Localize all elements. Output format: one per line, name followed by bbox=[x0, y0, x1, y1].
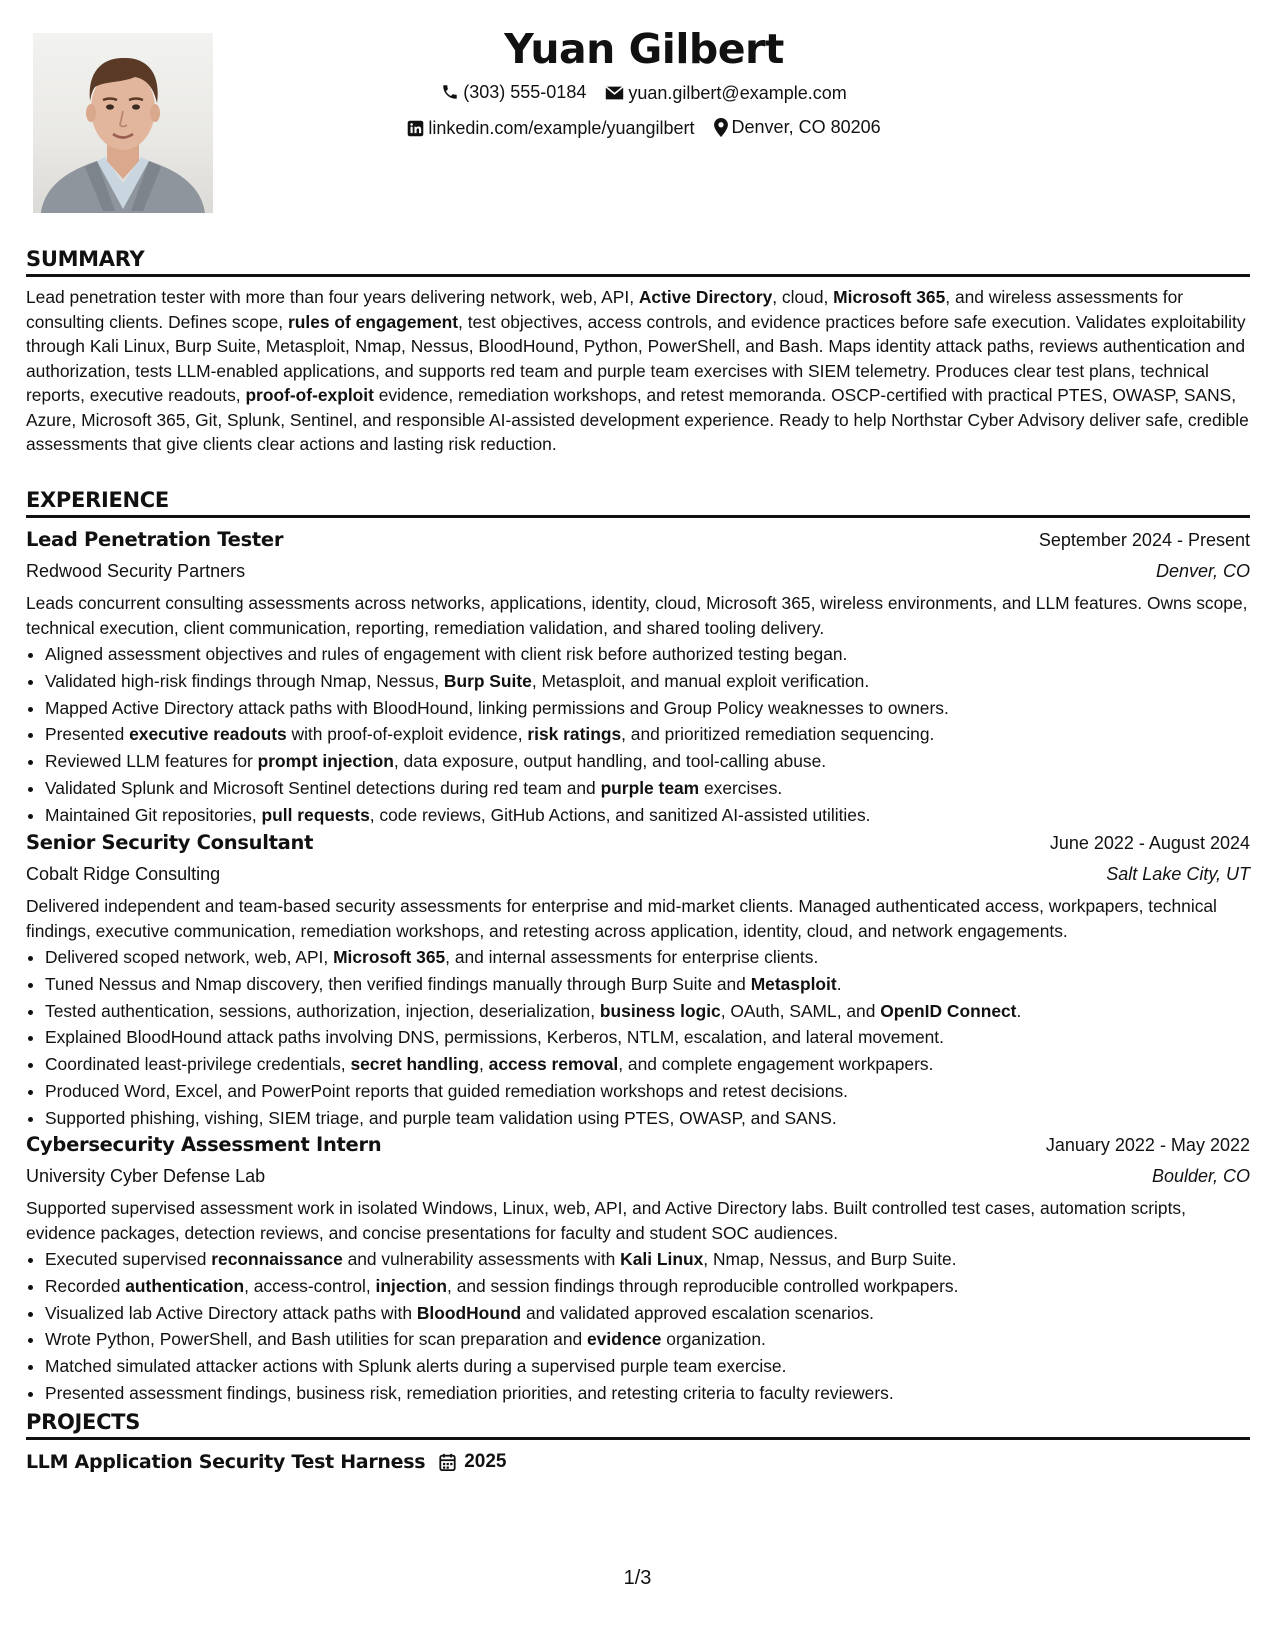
bold-phrase: prompt injection bbox=[257, 751, 394, 772]
text-run: Visualized lab Active Directory attack paths with bbox=[45, 1302, 417, 1323]
job-dates: January 2022 - May 2022 bbox=[1045, 1135, 1250, 1155]
summary-text bbox=[26, 285, 1250, 457]
project-year bbox=[439, 1450, 506, 1475]
job-dates: September 2024 - Present bbox=[1038, 530, 1250, 550]
bullet-item bbox=[45, 1078, 1250, 1105]
bullet-item bbox=[45, 802, 1250, 829]
bullet-item bbox=[45, 1246, 1250, 1273]
job-entry bbox=[26, 525, 1250, 829]
bullet-item bbox=[45, 695, 1250, 722]
bold-phrase: risk ratings bbox=[527, 724, 622, 745]
text-run: , data exposure, output handling, and tool-calling abuse. bbox=[393, 751, 827, 772]
job-description: Delivered independent and team-based security assessments for enterprise and mid-market clients. Managed authenticated access, workpapers, technical findings, executive communication, remediation workshops, and retesting across application, identity, cloud, and network engagements. bbox=[26, 896, 1217, 941]
phone-icon bbox=[441, 83, 459, 101]
text-run: , and internal assessments for enterprise clients. bbox=[445, 947, 819, 967]
text-run: , access-control, bbox=[244, 1275, 376, 1296]
text-run: Tested authentication, sessions, authorization, injection, deserialization, bbox=[45, 1000, 600, 1021]
projects-heading: PROJECTS bbox=[26, 1409, 1250, 1440]
bullet-item bbox=[45, 1300, 1250, 1327]
job-entry bbox=[26, 1130, 1250, 1407]
bold-phrase: Microsoft 365 bbox=[833, 287, 946, 307]
map-pin-icon bbox=[714, 118, 728, 137]
profile-photo bbox=[33, 33, 213, 213]
text-run: evidence, remediation workshops, and retest memoranda. OSCP-certified with practical PTES, OWASP, SANS, Azure, Microsoft 365, Git, Splunk, Sentinel, and responsible AI-assisted development experience. Ready to help Northstar Cyber Advisory deliver safe, credible assessments that give clients clear actions and lasting risk reduction. bbox=[26, 385, 1249, 454]
job-bullets bbox=[26, 641, 1250, 829]
text-run: and validated approved escalation scenarios. bbox=[521, 1302, 875, 1323]
phone-contact bbox=[441, 76, 586, 108]
text-run: , and wireless assessments for consulting clients. Defines scope, bbox=[26, 287, 1184, 332]
bullet-item bbox=[45, 944, 1250, 971]
project-entry bbox=[26, 1447, 1250, 1477]
job-company: Cobalt Ridge Consulting bbox=[26, 864, 221, 884]
text-run: Wrote Python, PowerShell, and Bash utilities for scan preparation and bbox=[45, 1329, 587, 1350]
bullet-item bbox=[45, 748, 1250, 775]
bold-phrase: access removal bbox=[488, 1054, 619, 1075]
text-run: Reviewed LLM features for bbox=[45, 751, 258, 772]
text-run: , and session findings through reproducible controlled workpapers. bbox=[447, 1275, 959, 1296]
text-run: Presented bbox=[45, 724, 130, 745]
text-run: Mapped Active Directory attack paths with BloodHound, linking permissions and Group Policy weaknesses to owners. bbox=[45, 697, 949, 718]
bold-phrase: Burp Suite bbox=[443, 670, 532, 691]
linkedin-icon bbox=[407, 120, 424, 137]
summary-section bbox=[26, 285, 1250, 457]
text-run: and vulnerability assessments with bbox=[342, 1249, 621, 1269]
bullet-item bbox=[45, 1380, 1250, 1407]
text-run: Tuned Nessus and Nmap discovery, then verified findings manually through Burp Suite and bbox=[45, 973, 751, 994]
bullet-item bbox=[45, 775, 1250, 802]
bullet-item bbox=[45, 1024, 1250, 1051]
bold-phrase: pull requests bbox=[261, 804, 370, 825]
job-title: Senior Security Consultant bbox=[26, 831, 314, 854]
bold-phrase: BloodHound bbox=[416, 1302, 522, 1323]
text-run: Explained BloodHound attack paths involving DNS, permissions, Kerberos, NTLM, escalation, and lateral movement. bbox=[45, 1027, 944, 1048]
text-run: . bbox=[1016, 1000, 1022, 1021]
linkedin-link[interactable]: linkedin.com/example/yuangilbert bbox=[428, 118, 695, 138]
candidate-name: Yuan Gilbert bbox=[504, 25, 784, 73]
bullet-item bbox=[45, 971, 1250, 998]
job-bullets bbox=[26, 1246, 1250, 1407]
contact-line-1 bbox=[213, 76, 1075, 111]
project-year-text: 2025 bbox=[464, 1450, 507, 1472]
bold-phrase: purple team bbox=[600, 777, 700, 798]
text-run: . bbox=[836, 973, 842, 994]
bold-phrase: Active Directory bbox=[638, 287, 773, 307]
job-entry bbox=[26, 828, 1250, 1132]
job-company: University Cyber Defense Lab bbox=[26, 1166, 266, 1186]
bold-phrase: Microsoft 365 bbox=[333, 947, 446, 967]
bullet-item bbox=[45, 1353, 1250, 1380]
text-run: , Metasploit, and manual exploit verification. bbox=[531, 670, 870, 691]
job-dates: June 2022 - August 2024 bbox=[1049, 833, 1250, 853]
bullet-item bbox=[45, 998, 1250, 1025]
linkedin-contact[interactable] bbox=[407, 112, 694, 144]
calendar-icon bbox=[439, 1453, 456, 1471]
project-title: LLM Application Security Test Harness bbox=[26, 1451, 426, 1473]
text-run: , and complete engagement workpapers. bbox=[618, 1054, 934, 1075]
bold-phrase: proof-of-exploit bbox=[245, 385, 374, 405]
text-run: , bbox=[479, 1054, 489, 1075]
text-run: , cloud, bbox=[772, 287, 834, 307]
bold-phrase: authentication bbox=[125, 1275, 245, 1296]
bullet-item bbox=[45, 641, 1250, 668]
text-run: Validated Splunk and Microsoft Sentinel detections during red team and bbox=[45, 777, 601, 798]
email-link[interactable]: yuan.gilbert@example.com bbox=[628, 83, 847, 103]
text-run: , and prioritized remediation sequencing. bbox=[621, 724, 935, 745]
job-location: Denver, CO bbox=[1155, 561, 1250, 581]
job-company: Redwood Security Partners bbox=[26, 561, 246, 581]
text-run: organization. bbox=[661, 1329, 766, 1350]
location-contact bbox=[714, 111, 881, 143]
job-title: Lead Penetration Tester bbox=[26, 528, 284, 551]
bullet-item bbox=[45, 1105, 1250, 1132]
text-run: Coordinated least-privilege credentials, bbox=[45, 1054, 351, 1075]
job-description: Leads concurrent consulting assessments across networks, applications, identity, cloud, Microsoft 365, wireless environments, and LLM features. Owns scope, technical execution, client communication, reporting, remediation validation, and shared tooling delivery. bbox=[26, 593, 1248, 638]
experience-heading: EXPERIENCE bbox=[26, 487, 1250, 518]
bullet-item bbox=[45, 1273, 1250, 1300]
job-title: Cybersecurity Assessment Intern bbox=[26, 1133, 382, 1156]
text-run: , Nmap, Nessus, and Burp Suite. bbox=[703, 1249, 957, 1269]
job-location: Boulder, CO bbox=[1151, 1166, 1250, 1186]
envelope-icon bbox=[605, 85, 624, 101]
text-run: Produced Word, Excel, and PowerPoint reports that guided remediation workshops and retest decisions. bbox=[45, 1080, 848, 1101]
bullet-item bbox=[45, 1051, 1250, 1078]
text-run: Executed supervised bbox=[45, 1249, 212, 1269]
summary-heading: SUMMARY bbox=[26, 246, 1250, 277]
bold-phrase: executive readouts bbox=[129, 724, 287, 745]
text-run: Presented assessment findings, business risk, remediation priorities, and retesting criteria to faculty reviewers. bbox=[45, 1382, 894, 1403]
text-run: , OAuth, SAML, and bbox=[720, 1000, 881, 1021]
page-number: 1/3 bbox=[623, 1567, 652, 1589]
bold-phrase: OpenID Connect bbox=[880, 1000, 1017, 1021]
bold-phrase: Metasploit bbox=[750, 973, 837, 994]
bold-phrase: business logic bbox=[599, 1000, 721, 1021]
text-run: Supported phishing, vishing, SIEM triage, and purple team validation using PTES, OWASP, and SANS. bbox=[45, 1107, 837, 1128]
text-run: , code reviews, GitHub Actions, and sanitized AI-assisted utilities. bbox=[369, 804, 871, 825]
bullet-item bbox=[45, 1326, 1250, 1353]
text-run: , test objectives, access controls, and evidence practices before safe execution. Validates exploitability through Kali Linux, Burp Suite, Metasploit, Nmap, Nessus, BloodHound, Python, PowerShell, and Bash. Maps identity attack paths, reviews authentication and authorization, tests LLM-enabled applications, and supports red team and purple team exercises with SIEM telemetry. Produces clear test plans, technical reports, executive readouts, bbox=[26, 311, 1246, 405]
bold-phrase: secret handling bbox=[350, 1054, 479, 1075]
text-run: Matched simulated attacker actions with Splunk alerts during a supervised purple team exercise. bbox=[45, 1356, 787, 1377]
bullet-item bbox=[45, 721, 1250, 748]
text-run: Lead penetration tester with more than four years delivering network, web, API, bbox=[26, 287, 639, 307]
resume-header bbox=[213, 22, 1075, 147]
bullet-item bbox=[45, 668, 1250, 695]
bold-phrase: rules of engagement bbox=[287, 311, 459, 332]
bold-phrase: Kali Linux bbox=[620, 1249, 704, 1269]
text-run: Validated high-risk findings through Nmap, Nessus, bbox=[45, 670, 444, 691]
bold-phrase: reconnaissance bbox=[211, 1249, 343, 1269]
text-run: Delivered scoped network, web, API, bbox=[45, 947, 334, 967]
job-location: Salt Lake City, UT bbox=[1106, 864, 1250, 884]
location-text: Denver, CO 80206 bbox=[731, 117, 881, 137]
bold-phrase: injection bbox=[375, 1275, 448, 1296]
email-contact[interactable] bbox=[605, 77, 846, 109]
job-description: Supported supervised assessment work in isolated Windows, Linux, web, API, and Active Directory labs. Built controlled test cases, automation scripts, evidence packages, detection reviews, and concise presentations for faculty and student SOC audiences. bbox=[26, 1198, 1186, 1243]
text-run: Aligned assessment objectives and rules of engagement with client risk before authorized testing began. bbox=[45, 644, 848, 664]
text-run: exercises. bbox=[699, 777, 783, 798]
job-bullets bbox=[26, 944, 1250, 1132]
bold-phrase: evidence bbox=[587, 1329, 662, 1350]
text-run: Recorded bbox=[45, 1275, 126, 1296]
text-run: Maintained Git repositories, bbox=[45, 804, 262, 825]
phone-number: (303) 555-0184 bbox=[463, 82, 587, 102]
text-run: with proof-of-exploit evidence, bbox=[286, 724, 528, 745]
contact-line-2 bbox=[213, 111, 1075, 147]
